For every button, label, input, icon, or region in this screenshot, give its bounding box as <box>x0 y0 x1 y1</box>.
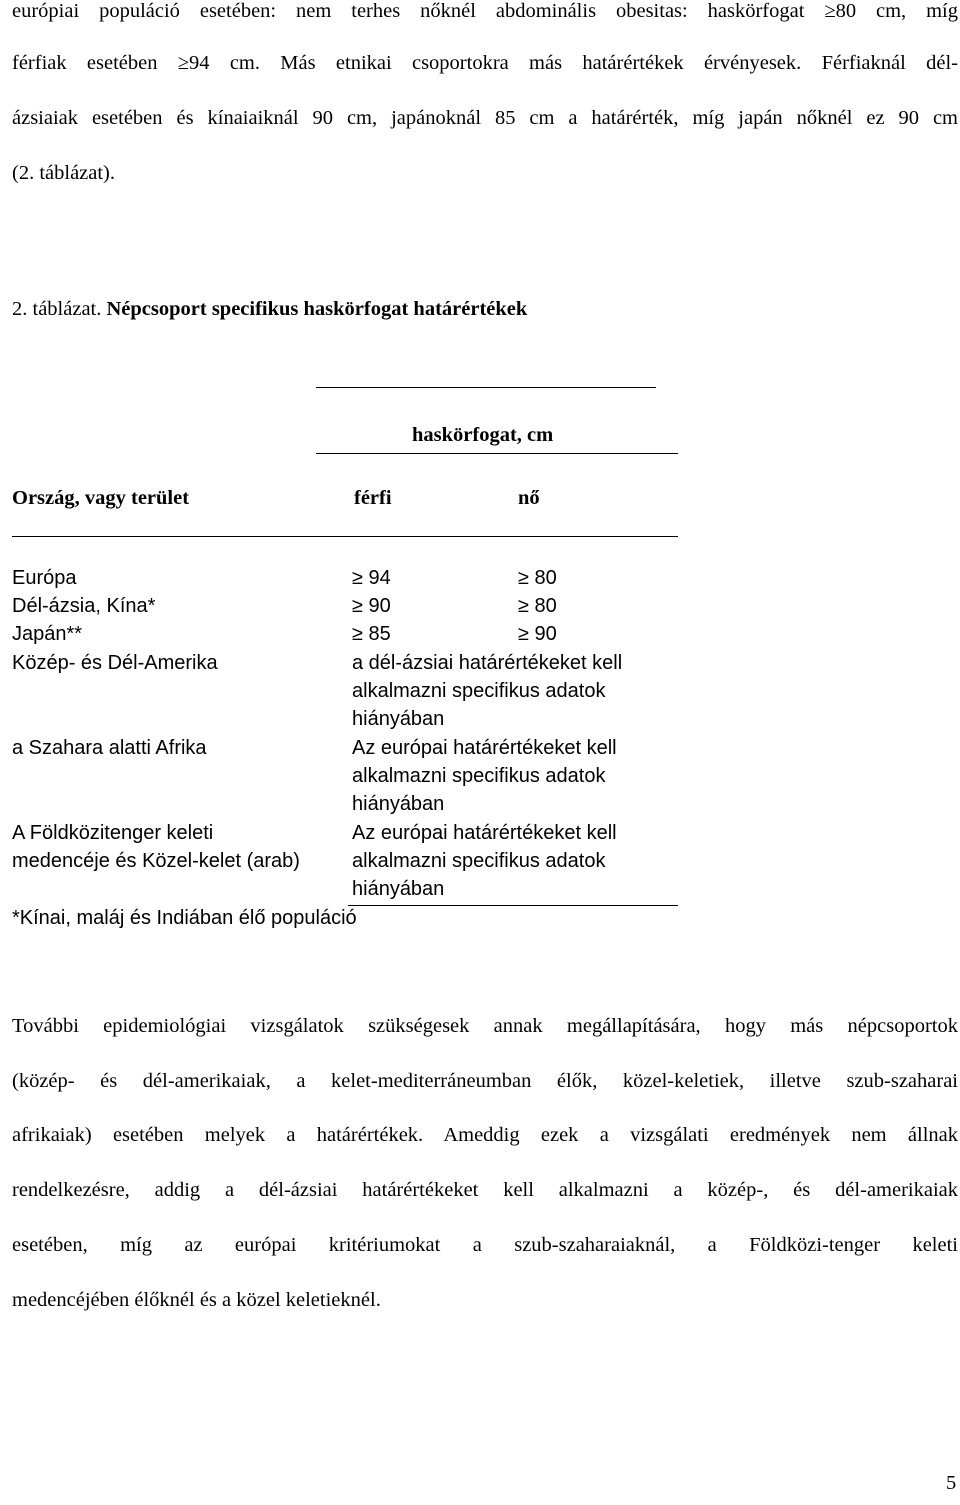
closing-line: medencéjében élőknél és a közel keletieknél. <box>12 1289 381 1311</box>
group-header-rule <box>316 453 678 454</box>
table-cell-note: alkalmazni specifikus adatok <box>352 680 606 702</box>
table-cell-male: ≥ 90 <box>352 595 391 617</box>
table-caption-prefix: 2. táblázat. <box>12 298 102 320</box>
intro-line: európiai populáció esetében: nem terhes nőknél abdominális obesitas: haskörfogat ≥80 cm, míg <box>12 0 958 22</box>
intro-line: férfiak esetében ≥94 cm. Más etnikai csoportokra más határértékek érvényesek. Férfiaknál dél- <box>12 52 958 74</box>
table-cell-note: alkalmazni specifikus adatok <box>352 765 606 787</box>
page-number: 5 <box>946 1472 957 1494</box>
table-cell-country: Dél-ázsia, Kína* <box>12 595 156 617</box>
table-top-rule <box>316 387 656 388</box>
closing-line: esetében, míg az európai kritériumokat a szub-szaharaiaknál, a Földközi-tenger keleti <box>12 1234 958 1256</box>
closing-line: További epidemiológiai vizsgálatok szükségesek annak megállapítására, hogy más népcsoportok <box>12 1015 958 1037</box>
closing-line: afrikaiak) esetében melyek a határértékek. Ameddig ezek a vizsgálati eredmények nem állnak <box>12 1124 958 1146</box>
table-caption-title: Népcsoport specifikus haskörfogat határértékek <box>106 298 528 320</box>
table-bottom-rule <box>348 905 678 906</box>
table-cell-country: Európa <box>12 567 77 589</box>
table-cell-country: A Földközitenger keleti <box>12 822 214 844</box>
table-cell-note: Az európai határértékeket kell <box>352 822 617 844</box>
header-bottom-rule <box>12 536 678 537</box>
table-cell-female: ≥ 80 <box>518 567 557 589</box>
column-header-country: Ország, vagy terület <box>12 487 190 509</box>
intro-line: ázsiaiak esetében és kínaiaiknál 90 cm, japánoknál 85 cm a határérték, míg japán nőknél ez 90 cm <box>12 107 958 129</box>
intro-line: (2. táblázat). <box>12 162 116 184</box>
table-cell-female: ≥ 80 <box>518 595 557 617</box>
table-cell-country: Közép- és Dél-Amerika <box>12 652 218 674</box>
table-cell-male: ≥ 85 <box>352 623 391 645</box>
table-cell-note: alkalmazni specifikus adatok <box>352 850 606 872</box>
table-footnote: *Kínai, maláj és Indiában élő populáció <box>12 907 357 929</box>
closing-line: (közép- és dél-amerikaiak, a kelet-mediterráneumban élők, közel-keletiek, illetve szub-szaharai <box>12 1070 958 1092</box>
table-cell-female: ≥ 90 <box>518 623 557 645</box>
column-header-male: férfi <box>354 487 392 509</box>
closing-line: rendelkezésre, addig a dél-ázsiai határértékeket kell alkalmazni a közép-, és dél-amerikaiak <box>12 1179 958 1201</box>
table-cell-male: ≥ 94 <box>352 567 391 589</box>
table-cell-note: hiányában <box>352 708 445 730</box>
table-cell-country: Japán** <box>12 623 83 645</box>
table-cell-country: a Szahara alatti Afrika <box>12 737 207 759</box>
group-header: haskörfogat, cm <box>412 424 554 446</box>
table-cell-country: medencéje és Közel-kelet (arab) <box>12 850 300 872</box>
table-cell-note: hiányában <box>352 793 445 815</box>
table-cell-note: Az európai határértékeket kell <box>352 737 617 759</box>
table-cell-note: a dél-ázsiai határértékeket kell <box>352 652 623 674</box>
column-header-female: nő <box>518 487 540 509</box>
table-cell-note: hiányában <box>352 878 445 900</box>
table-caption <box>12 298 527 321</box>
